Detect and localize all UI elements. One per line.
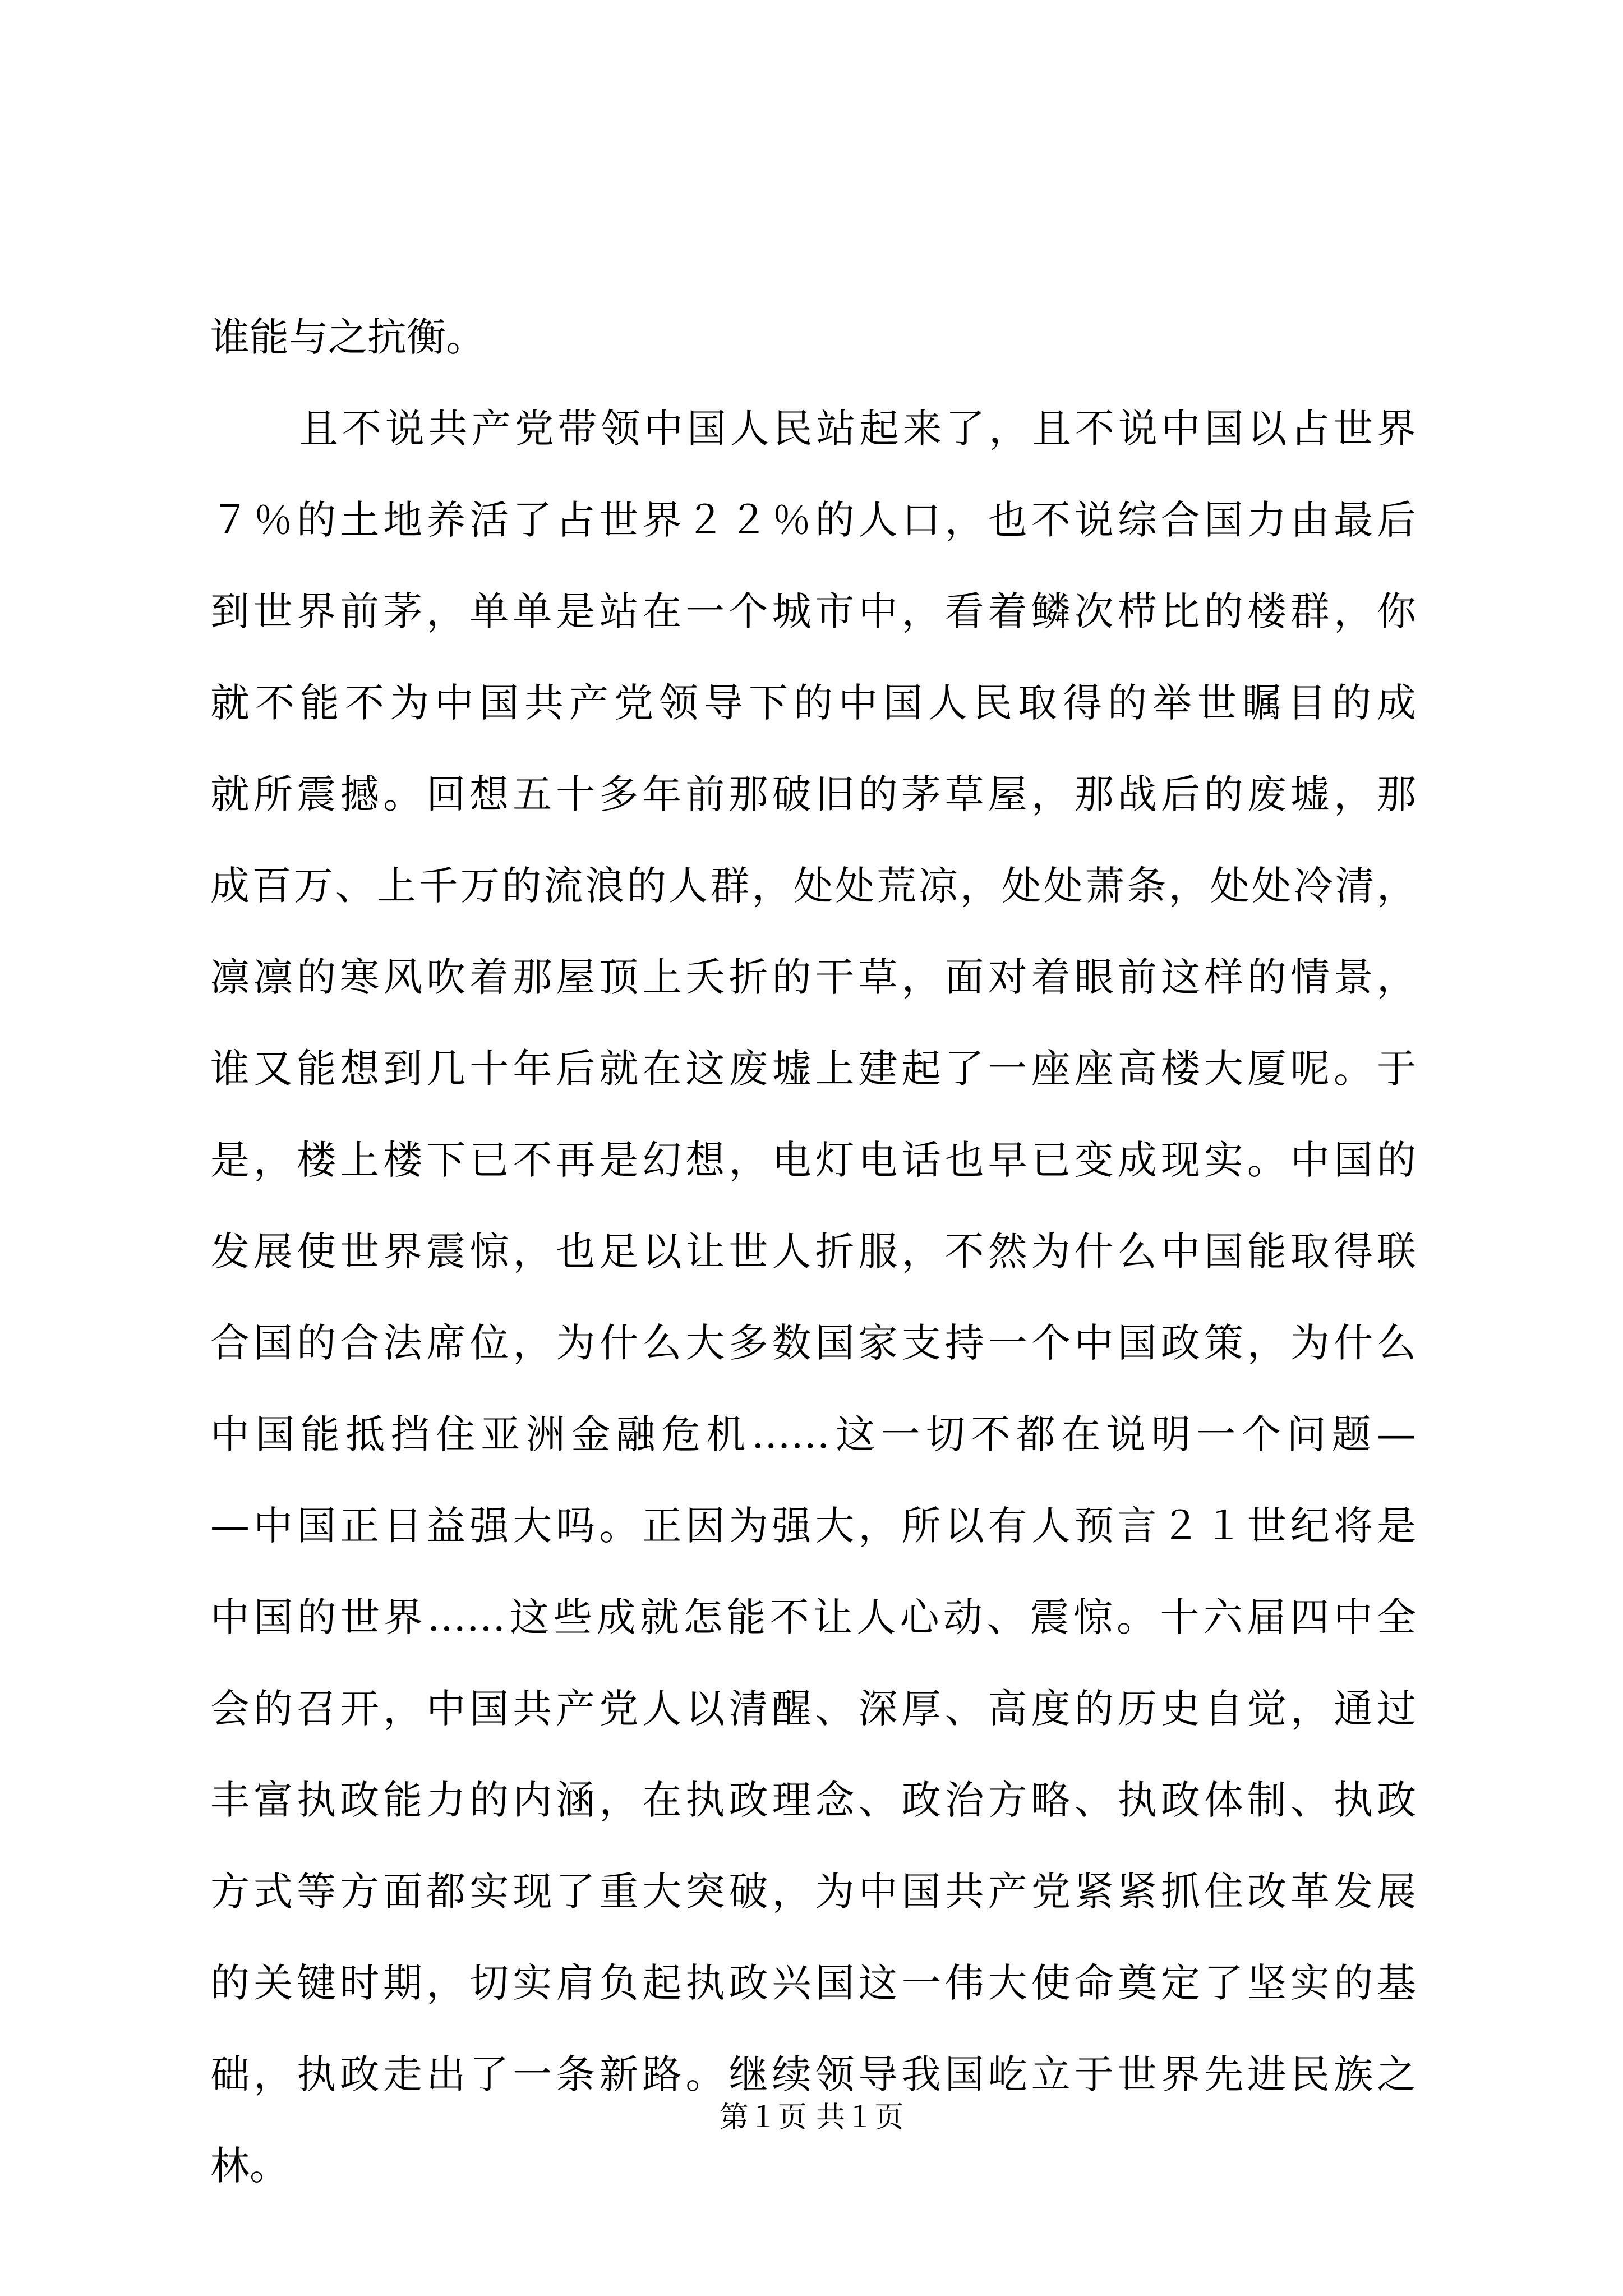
page-number-footer: 第１页 共１页 — [719, 2101, 904, 2134]
text-line: 方式等方面都实现了重大突破，为中国共产党紧紧抓住改革发展 — [210, 1869, 1416, 1915]
text-line: 就不能不为中国共产党领导下的中国人民取得的举世瞩目的成 — [210, 680, 1416, 726]
text-line: —中国正日益强大吗。正因为强大，所以有人预言２１世纪将是 — [210, 1503, 1416, 1549]
text-line: ７％的土地养活了占世界２２％的人口，也不说综合国力由最后 — [210, 497, 1416, 543]
text-line: 中国能抵挡住亚洲金融危机……这一切不都在说明一个问题— — [210, 1411, 1416, 1457]
body-text — [210, 292, 1416, 2212]
text-line: 发展使世界震惊，也足以让世人折服，不然为什么中国能取得联 — [210, 1228, 1416, 1274]
text-line: 到世界前茅，单单是站在一个城市中，看着鳞次栉比的楼群，你 — [210, 588, 1416, 634]
text-line: 凛凛的寒风吹着那屋顶上夭折的干草，面对着眼前这样的情景， — [210, 954, 1416, 1000]
text-line: 就所震撼。回想五十多年前那破旧的茅草屋，那战后的废墟，那 — [210, 771, 1416, 817]
text-line: 林。 — [210, 2143, 289, 2189]
text-line: 谁又能想到几十年后就在这废墟上建起了一座座高楼大厦呢。于 — [210, 1046, 1416, 1092]
text-line: 成百万、上千万的流浪的人群，处处荒凉，处处萧条，处处冷清， — [210, 863, 1416, 909]
text-line: 的关键时期，切实肩负起执政兴国这一伟大使命奠定了坚实的基 — [210, 1960, 1416, 2006]
text-line: 丰富执政能力的内涵，在执政理念、政治方略、执政体制、执政 — [210, 1777, 1416, 1823]
text-line: 且不说共产党带领中国人民站起来了，且不说中国以占世界 — [299, 406, 1416, 452]
text-line: 合国的合法席位，为什么大多数国家支持一个中国政策，为什么 — [210, 1320, 1416, 1366]
text-line: 中国的世界……这些成就怎能不让人心动、震惊。十六届四中全 — [210, 1594, 1416, 1640]
text-line: 是，楼上楼下已不再是幻想，电灯电话也早已变成现实。中国的 — [210, 1137, 1416, 1183]
text-line: 础，执政走出了一条新路。继续领导我国屹立于世界先进民族之 — [210, 2051, 1416, 2097]
text-line: 谁能与之抗衡。 — [210, 314, 485, 360]
text-line: 会的召开，中国共产党人以清醒、深厚、高度的历史自觉，通过 — [210, 1686, 1416, 1732]
